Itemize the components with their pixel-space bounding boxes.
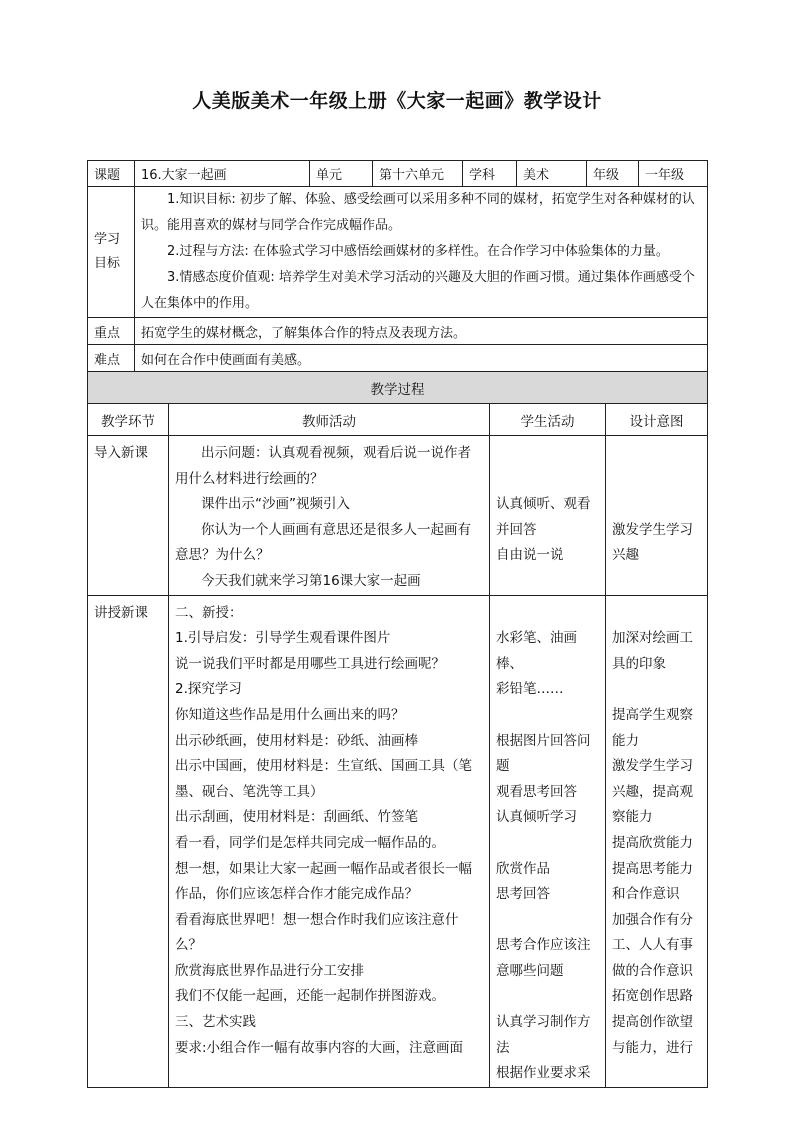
main-teacher-line: 要求:小组合作一幅有故事内容的大画，注意画面 bbox=[175, 1039, 464, 1056]
difficulty-label: 难点 bbox=[88, 345, 135, 372]
intro-student-line: 并回答 bbox=[496, 521, 537, 538]
main-student-line bbox=[496, 984, 599, 1010]
main-intent-line: 激发学生学习 bbox=[612, 758, 693, 775]
main-student-line bbox=[496, 601, 599, 627]
objective-attitude: 3.情感态度价值观: 培养学生对美术学习活动的兴趣及大胆的作画习惯。通过集体作画感受个人在集体中的作用。 bbox=[141, 270, 695, 311]
intro-intent-line: 兴趣 bbox=[612, 547, 639, 564]
main-teacher-line: 看一看，同学们是怎样共同完成一幅作品的。 bbox=[175, 834, 445, 851]
main-intent-line: 与能力，进行 bbox=[612, 1039, 693, 1056]
main-teacher-line: 二、新授： bbox=[175, 604, 243, 621]
intro-intent-line bbox=[612, 467, 701, 493]
objectives-cell bbox=[135, 187, 708, 318]
objective-process: 2.过程与方法: 在体验式学习中感悟绘画媒材的多样性。在合作学习中体验集体的力量。 bbox=[167, 244, 669, 259]
main-student-line bbox=[496, 831, 599, 857]
main-intent-line: 兴趣，提高观 bbox=[612, 783, 693, 800]
main-intent-line: 加深对绘画工 bbox=[612, 630, 693, 647]
main-intent-line: 提高创作欲望 bbox=[612, 1014, 693, 1031]
subject-label: 学科 bbox=[463, 161, 517, 187]
intro-intent-line bbox=[612, 441, 701, 467]
main-teacher-line: 么？ bbox=[175, 937, 202, 954]
intro-student-cell bbox=[490, 436, 606, 596]
main-student-line: 认真倾听学习 bbox=[496, 809, 577, 826]
main-student-line: 水彩笔、油画棒、 bbox=[496, 630, 577, 672]
intro-student-line bbox=[496, 467, 599, 493]
main-intent-line: 和合作意识 bbox=[612, 886, 680, 903]
main-teacher-line: 1.引导启发：引导学生观看课件图片 bbox=[175, 630, 391, 647]
main-student-line: 认真学习制作方 bbox=[496, 1014, 591, 1031]
intro-intent-line: 激发学生学习 bbox=[612, 521, 693, 538]
main-student-line: 观看思考回答 bbox=[496, 783, 577, 800]
main-intent-line: 加强合作有分 bbox=[612, 911, 693, 928]
main-intent-line: 提高欣赏能力 bbox=[612, 834, 693, 851]
main-teacher-line: 出示中国画，使用材料是：生宣纸、国画工具（笔 bbox=[175, 758, 472, 775]
grade-value: 一年级 bbox=[639, 161, 708, 187]
main-teacher-line: 作品，你们应该怎样合作才能完成作品？ bbox=[175, 886, 418, 903]
main-teacher-line: 看看海底世界吧！想一想合作时我们应该注意什 bbox=[175, 911, 459, 928]
key-point-value: 拓宽学生的媒材概念，了解集体合作的特点及表现方法。 bbox=[135, 318, 708, 345]
header-stage: 教学环节 bbox=[88, 404, 169, 436]
main-student-line bbox=[496, 908, 599, 934]
main-student-line: 意哪些问题 bbox=[496, 962, 564, 979]
subject-value: 美术 bbox=[517, 161, 587, 187]
main-student-cell bbox=[490, 595, 606, 1087]
main-intent-cell bbox=[606, 595, 708, 1087]
header-intent: 设计意图 bbox=[606, 404, 708, 436]
main-teacher-cell bbox=[169, 595, 490, 1087]
main-intent-line: 能力 bbox=[612, 732, 639, 749]
main-student-line: 法 bbox=[496, 1039, 510, 1056]
main-teacher-line: 三、艺术实践 bbox=[175, 1014, 256, 1031]
unit-label: 单元 bbox=[310, 161, 373, 187]
lesson-value: 16.大家一起画 bbox=[135, 161, 310, 187]
intro-student-line: 认真倾听、观看 bbox=[496, 496, 591, 513]
main-teacher-line: 想一想，如果让大家一起画一幅作品或者很长一幅 bbox=[175, 860, 472, 877]
main-intent-line: 拓宽创作思路 bbox=[612, 988, 693, 1005]
intro-student-line: 自由说一说 bbox=[496, 547, 564, 564]
lesson-label: 课题 bbox=[88, 161, 135, 187]
process-section-title: 教学过程 bbox=[88, 372, 708, 404]
main-teacher-line: 出示砂纸画，使用材料是：砂纸、油画棒 bbox=[175, 732, 418, 749]
main-teacher-line: 说一说我们平时都是用哪些工具进行绘画呢？ bbox=[175, 655, 445, 672]
intro-intent-line bbox=[612, 492, 701, 518]
main-student-line: 根据图片回答问 bbox=[496, 732, 591, 749]
intro-student-line bbox=[496, 441, 599, 467]
unit-value: 第十六单元 bbox=[373, 161, 463, 187]
main-student-line: 欣赏作品 bbox=[496, 860, 550, 877]
objectives-label: 学习目标 bbox=[88, 187, 135, 318]
teaching-process-table bbox=[87, 371, 708, 1088]
key-point-label: 重点 bbox=[88, 318, 135, 345]
page-title: 人美版美术一年级上册《大家一起画》教学设计 bbox=[192, 90, 602, 112]
intro-teacher-line: 你认为一个人画画有意思还是很多人一起画有意思？为什么？ bbox=[175, 521, 471, 564]
intro-teacher-cell bbox=[169, 436, 490, 596]
main-intent-line bbox=[612, 601, 701, 627]
main-student-line: 思考回答 bbox=[496, 886, 550, 903]
main-intent-line: 具的印象 bbox=[612, 655, 666, 672]
main-teacher-line: 2.探究学习 bbox=[175, 681, 242, 698]
intro-teacher-line: 出示问题：认真观看视频，观看后说一说作者用什么材料进行绘画的？ bbox=[175, 445, 471, 487]
main-student-line: 思考合作应该注 bbox=[496, 937, 591, 954]
main-intent-line: 察能力 bbox=[612, 809, 653, 826]
header-student: 学生活动 bbox=[490, 404, 606, 436]
main-intent-line bbox=[612, 677, 701, 703]
main-intent-line: 工、人人有事 bbox=[612, 937, 693, 954]
main-teacher-line: 墨、砚台、笔洗等工具） bbox=[175, 783, 324, 800]
main-teacher-line: 欣赏海底世界作品进行分工安排 bbox=[175, 962, 364, 979]
main-teacher-line: 你知道这些作品是用什么画出来的吗？ bbox=[175, 706, 405, 723]
intro-stage: 导入新课 bbox=[88, 436, 169, 596]
difficulty-value: 如何在合作中使画面有美感。 bbox=[135, 345, 708, 372]
intro-teacher-line: 今天我们就来学习第16课大家一起画 bbox=[201, 572, 421, 589]
main-stage: 讲授新课 bbox=[88, 595, 169, 1087]
lesson-info-table bbox=[87, 160, 708, 372]
main-teacher-line: 我们不仅能一起画，还能一起制作拼图游戏。 bbox=[175, 988, 445, 1005]
intro-teacher-line: 课件出示“沙画”视频引入 bbox=[201, 496, 350, 513]
main-teacher-line: 出示刮画，使用材料是：刮画纸、竹签笔 bbox=[175, 809, 418, 826]
objective-knowledge: 1.知识目标: 初步了解、体验、感受绘画可以采用多种不同的媒材，拓宽学生对各种媒材的认识。能用喜欢的媒材与同学合作完成幅作品。 bbox=[141, 192, 695, 233]
main-student-line: 彩铅笔…… bbox=[496, 681, 564, 698]
grade-label: 年级 bbox=[587, 161, 639, 187]
header-teacher: 教师活动 bbox=[169, 404, 490, 436]
main-student-line: 根据作业要求采 bbox=[496, 1065, 591, 1082]
main-intent-line: 提高学生观察 bbox=[612, 706, 693, 723]
intro-intent-cell bbox=[606, 436, 708, 596]
main-intent-line: 提高思考能力 bbox=[612, 860, 693, 877]
main-student-line bbox=[496, 703, 599, 729]
main-intent-line: 做的合作意识 bbox=[612, 962, 693, 979]
main-student-line: 题 bbox=[496, 758, 510, 775]
